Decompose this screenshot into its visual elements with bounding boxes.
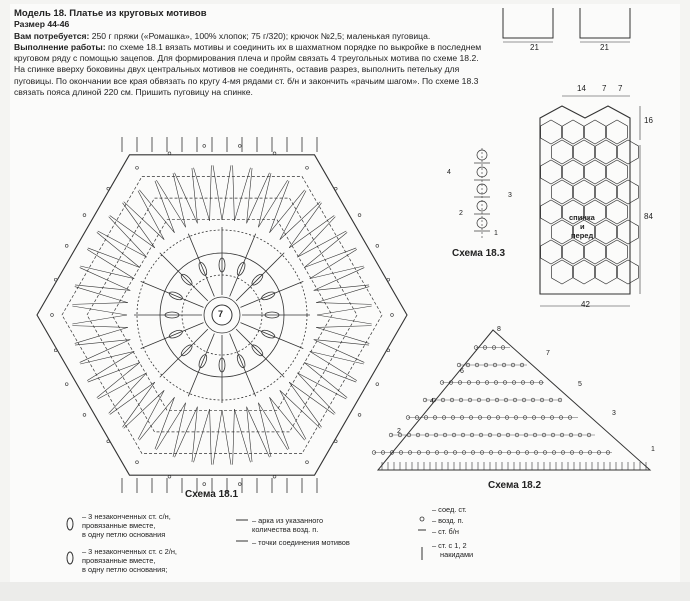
motif-lattice [88,363,140,383]
motif-picot [358,214,361,217]
pattern-hex-cell [618,180,639,204]
pattern-hex-cell [596,220,617,244]
motif-spoke [141,281,204,307]
materials-paragraph [14,31,484,42]
motif-spoke [160,253,208,301]
motif-spoke [188,234,214,297]
motif-lattice [310,266,364,279]
legend-left1-line2: провязанные вместе, [82,521,156,530]
motif-picot [107,187,110,190]
motif-picot [306,166,309,169]
dim-right-lower: 84 [644,212,653,221]
motif-lattice [110,382,155,414]
motif-picot [238,145,241,148]
size-line: Размер 44-46 [14,19,70,30]
legend-dc-note: накидами [440,550,474,559]
tri-row-4: 4 [430,398,434,405]
motif-picot [238,483,241,486]
motif-lattice [72,306,127,315]
belt-row-4: 4 [447,169,451,176]
motif-picot [136,166,139,169]
legend-dc3-together [82,547,177,574]
scheme-18-2-label: Схема 18.2 [488,480,542,491]
tri-row-3: 3 [612,410,616,417]
motif-lattice [72,326,127,328]
motif-lattice [109,373,147,413]
motif-lattice [75,327,128,343]
scheme-18-1-label: Схема 18.1 [185,489,239,500]
motif-lattice [270,181,290,233]
motif-lattice [80,351,134,364]
motif-picot [358,414,361,417]
motif-picot [387,278,390,281]
legend-mid1-line2: количества возд. п. [252,525,319,534]
motif-lattice [316,287,369,303]
pattern-hex-cell [596,260,617,284]
motif-lattice [297,217,335,257]
motif-lattice [75,287,128,303]
pattern-label-1: спинка [569,213,595,222]
motif-lattice [124,390,164,428]
motif-lattice [289,382,334,414]
motif-lattice [210,409,212,464]
motif-center-number: 7 [218,309,224,319]
pattern-hex-cell [618,220,639,244]
motif-spoke [240,323,303,349]
pattern-hex-cell [585,160,606,184]
motif-lattice [304,363,356,383]
scheme-18-3-label: Схема 18.3 [452,248,506,259]
pattern-hex-cell [607,240,628,264]
motif-lattice [314,340,369,345]
legend-arch [252,516,323,534]
motif-lattice [247,407,270,458]
pattern-strap-right [580,8,630,38]
legend-sc3-together [82,512,171,539]
motif-lattice [316,326,371,328]
pattern-label-2: и [580,222,585,231]
motif-lattice [175,173,198,224]
legend-left1-line3: в одну петлю основания [82,530,166,539]
motif-picot [387,349,390,352]
legend-left1-line1: – 3 незаконченных ст. с/н, [82,512,171,521]
pattern-hex-cell [607,200,628,224]
motif-spoke [230,234,256,297]
dim-top-right: 21 [600,43,609,52]
tri-row-1: 1 [651,446,655,453]
model-title: Модель 18. Платье из круговых мотивов [14,8,207,19]
motif-lattice [194,168,210,221]
legend-glyph-cluster [67,518,73,530]
motif-lattice [80,266,134,279]
motif-lattice [109,217,147,257]
motif-lattice [75,340,130,345]
motif-spoke [236,329,284,377]
motif-lattice [122,203,154,248]
motif-picot [65,244,68,247]
work-paragraph [14,42,484,98]
motif-lattice [222,410,231,465]
legend-dc: – ст. с 1, 2 [432,541,467,550]
motif-lattice [289,203,321,248]
pattern-hex-cell [607,120,628,144]
motif-picot [51,314,54,317]
pattern-hex-cell [574,260,595,284]
pattern-hex-cell [618,260,639,284]
pattern-hex-cell [585,120,606,144]
legend-mid1-line1: – арка из указанного [252,516,324,525]
motif-picot [391,314,394,317]
pattern-hex-cell [563,240,584,264]
motif-lattice [173,403,186,457]
motif-picot [83,214,86,217]
belt-row-3: 3 [508,192,512,199]
motif-lattice [317,306,372,315]
motif-lattice [213,410,222,465]
motif-lattice [194,409,210,462]
motif-lattice [258,403,271,457]
motif-picot [203,145,206,148]
motif-lattice [124,202,164,240]
tri-row-8: 8 [497,326,501,333]
motif-spoke [188,333,214,396]
motif-lattice [173,173,186,227]
motif-picot [376,383,379,386]
motif-lattice [316,327,369,343]
dim-bottom: 42 [581,300,590,309]
instructions [14,8,484,98]
motif-lattice [310,351,364,364]
belt-stitch [477,218,487,228]
motif-lattice [270,397,290,449]
motif-lattice [280,202,320,240]
motif-picot [376,244,379,247]
pattern-hex-cell [552,260,573,284]
legend-sc: – ст. б/н [432,527,459,536]
motif-picot [107,440,110,443]
legend-left2-line3: в одну петлю основания; [82,565,168,574]
motif-lattice [88,248,140,268]
motif-lattice [234,409,250,462]
motif-picot [54,278,57,281]
motif-lattice [314,340,365,363]
motif-lattice [258,173,271,227]
motif-spoke [141,323,204,349]
motif-lattice [72,303,127,305]
pattern-hex-cell [596,140,617,164]
motif-lattice [155,397,175,449]
tri-row-7: 7 [546,350,550,357]
motif-lattice [80,340,131,363]
motif-picot [203,483,206,486]
pattern-hex-cell [585,240,606,264]
pattern-hex-cell [563,120,584,144]
motif-lattice [280,390,320,428]
motif-lattice [317,315,372,324]
materials-text: 250 г пряжи («Ромашка», 100% хлопок; 75 г/320); крючок №2,5; маленькая пуговица. [89,30,431,41]
tri-row-2: 2 [397,428,401,435]
pattern-hex-cell [541,160,562,184]
materials-label: Вам потребуется: [14,30,90,41]
motif-picot [334,440,337,443]
motif-lattice [72,315,127,324]
motif-lattice [80,268,131,291]
motif-lattice [289,215,334,247]
motif-lattice [289,382,321,427]
motif-picot [334,187,337,190]
motif-lattice [297,373,335,413]
motif-lattice [233,165,235,220]
pattern-hex-cell [552,220,573,244]
legend-symbols [432,505,473,559]
motif-lattice [233,409,235,464]
dim-shoulder-3: 7 [618,84,623,93]
motif-lattice [122,382,154,427]
motif-lattice [314,285,369,290]
motif-lattice [213,165,222,220]
legend-left2-line2: провязанные вместе, [82,556,156,565]
dim-shoulder-2: 7 [602,84,607,93]
legend-chain: – возд. п. [432,516,464,525]
motif-spoke [160,329,208,377]
belt-stitch [477,150,487,160]
tri-row-5: 5 [578,381,582,388]
dim-shoulder-1: 14 [577,84,586,93]
pattern-hex-cell [552,180,573,204]
pattern-hex-cell [541,200,562,224]
motif-picot [54,349,57,352]
motif-spoke [236,253,284,301]
legend-slip-stitch: – соед. ст. [432,505,467,514]
motif-lattice [316,303,371,305]
motif-picot [65,383,68,386]
pattern-strap-left [503,8,553,38]
dim-right-upper: 16 [644,116,653,125]
pattern-hex-cell [596,180,617,204]
pattern-hex-cell [541,240,562,264]
motif-lattice [110,215,155,247]
motif-lattice [155,181,175,233]
motif-lattice [314,268,365,291]
work-label: Выполнение работы: [14,41,106,52]
pattern-hex-cell [574,140,595,164]
motif-picot [83,414,86,417]
motif-lattice [210,165,212,220]
legend-glyph-chain [420,517,424,521]
motif-picot [306,461,309,464]
motif-lattice [234,168,250,221]
motif-spoke [230,333,256,396]
pattern-hex-cell [563,160,584,184]
legend-join-points: – точки соединения мотивов [252,538,350,547]
tri-row-6: 6 [460,368,464,375]
motif-lattice [304,248,356,268]
pattern-label-3: перед [571,231,594,240]
belt-row-2: 2 [459,210,463,217]
pattern-hex-cell [552,140,573,164]
legend-left2-line1: – 3 незаконченных ст. с 2/н, [82,547,177,556]
dim-top-left: 21 [530,43,539,52]
motif-lattice [222,165,231,220]
motif-picot [136,461,139,464]
motif-lattice [75,285,130,290]
pattern-hex-cell [541,120,562,144]
pattern-hex-cell [574,180,595,204]
motif-spoke [240,281,303,307]
work-text: по схеме 18.1 вязать мотивы и соединить их в шахматном порядке по выкройке в последнем круговом ряду с помощью зацепов. Для формирования плеча и пройм связать 4 треугольных мотива по схеме 18.2. На спинке вверху боковины двух центральных мотивов не соединять, оставив разрез, выполнить петельку для пуговицы. По окончании все края обвязать по кругу 4-мя рядами ст. б/н и закончить «рачьим шагом». По схеме 18.3 связать пояса длиной 220 см. Пришить пуговицу на спинке. [14,41,482,98]
belt-row-1: 1 [494,230,498,237]
legend-glyph-cluster2 [67,552,73,564]
pattern-hex-cell [618,140,639,164]
pattern-hex-cell [607,160,628,184]
